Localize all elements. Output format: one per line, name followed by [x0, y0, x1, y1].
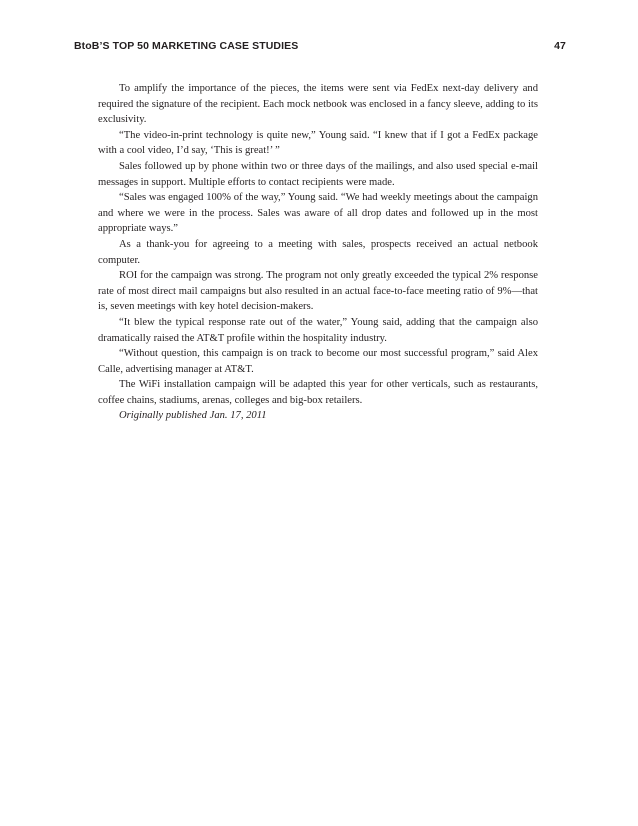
paragraph: “Sales was engaged 100% of the way,” Young said. “We had weekly meetings about the campaign and where we were in the process. Sales was aware of all drop dates and followed up in the most appropriate ways.”: [98, 192, 538, 235]
publication-credit: Originally published Jan. 17, 2011: [119, 410, 267, 422]
paragraph: As a thank-you for agreeing to a meeting with sales, prospects received an actual netbook computer.: [98, 238, 538, 266]
running-header: [74, 40, 566, 52]
article-body: [98, 81, 538, 424]
paragraph: Sales followed up by phone within two or three days of the mailings, and also used special e-mail messages in support. Multiple efforts to contact recipients were made.: [98, 160, 538, 188]
running-title: BtoB’S TOP 50 MARKETING CASE STUDIES: [74, 40, 299, 52]
paragraph: The WiFi installation campaign will be adapted this year for other verticals, such as restaurants, coffee chains, stadiums, arenas, colleges and big-box retailers.: [98, 379, 538, 406]
paragraph: “Without question, this campaign is on track to become our most successful program,” said Alex Calle, advertising manager at AT&T.: [98, 348, 538, 375]
paragraph: “The video-in-print technology is quite new,” Young said. “I knew that if I got a FedEx package with a cool video, I’d say, ‘This is great!’ ”: [98, 129, 538, 157]
paragraph: ROI for the campaign was strong. The program not only greatly exceeded the typical 2% response rate of most direct mail campaigns but also resulted in an actual face-to-face meeting ratio of 9%—that is, seven meetings with key hotel decision-makers.: [98, 270, 538, 313]
paragraph: To amplify the importance of the pieces, the items were sent via FedEx next-day delivery and required the signature of the recipient. Each mock netbook was enclosed in a fancy sleeve, adding to its exclusivity.: [98, 83, 538, 126]
page-number: 47: [554, 40, 566, 52]
paragraph: “It blew the typical response rate out of the water,” Young said, adding that the campaign also dramatically raised the AT&T profile within the hospitality industry.: [98, 316, 538, 344]
